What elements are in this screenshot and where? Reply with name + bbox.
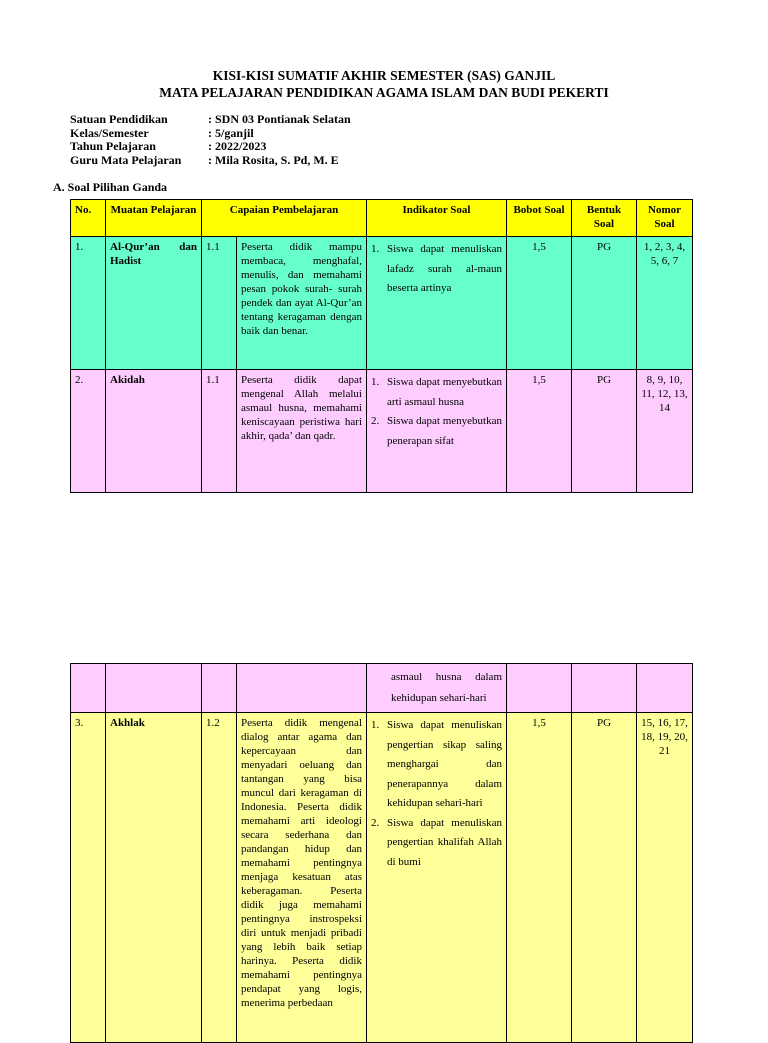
indikator-text: Siswa dapat menuliskan pengertian sikap saling menghargai dan penerapannya dalam kehidupan sehari-hari: [387, 719, 502, 809]
row-nomor: 1, 2, 3, 4, 5, 6, 7: [637, 237, 693, 370]
info-label: Guru Mata Pelajaran: [70, 152, 182, 167]
row-bobot: 1,5: [507, 713, 572, 1043]
row-capaian: Peserta didik mengenal dialog antar agama dan kepercayaan dan menyadari oeluang dan tantangan yang bisa muncul dari keragaman di Indonesia. Peserta didik memahami arti ideologi secara sederhana dan pandangan hidup dan memahami pentingnya menjaga kesatuan atas keberagaman. Peserta didik juga memahami pentingnya instrospeksi diri untuk menjadi pribadi yang lebih baik setiap harinya. Peserta didik memahami pentingnya pendapat yang logis, menerima perbedaan: [237, 713, 367, 1043]
header-bentuk: Bentuk Soal: [572, 200, 637, 237]
section-title: A. Soal Pilihan Ganda: [53, 180, 168, 194]
info-value: : 2022/2023: [208, 139, 267, 153]
info-value: : Mila Rosita, S. Pd, M. E: [208, 152, 339, 167]
info-label: Satuan Pendidikan: [70, 112, 168, 126]
header-muatan: Muatan Pelajaran: [106, 200, 202, 237]
empty-cell: [71, 664, 106, 713]
indikator-continuation-text: asmaul husna dalam kehidupan sehari-hari: [391, 671, 502, 704]
indikator-text: Siswa dapat menyebutkan arti asmaul husna: [387, 376, 502, 408]
indikator-item: [371, 716, 502, 814]
row-bobot: 1,5: [507, 237, 572, 370]
indikator-item: [371, 814, 502, 873]
indikator-number: 1.: [371, 376, 380, 388]
row-capaian: Peserta didik dapat mengenal Allah melalui asmaul husna, memahami keniscayaan peristiwa hari akhir, qada’ dan qadr.: [237, 370, 367, 493]
row-cp-code: 1.1: [202, 237, 237, 370]
row-no: 1.: [71, 237, 106, 370]
row-cp-code: 1.2: [202, 713, 237, 1043]
empty-cell: [106, 664, 202, 713]
row-bentuk: PG: [572, 713, 637, 1043]
info-row: [70, 140, 351, 154]
table-row: [71, 370, 693, 493]
info-row: [70, 154, 351, 168]
empty-cell: [202, 664, 237, 713]
row-indikator-continuation: [367, 664, 507, 713]
indikator-number: 1.: [371, 243, 380, 255]
info-value: : SDN 03 Pontianak Selatan: [208, 112, 351, 126]
indikator-item: [371, 240, 502, 299]
header-no: No.: [71, 200, 106, 237]
indikator-number: 2.: [371, 415, 380, 427]
document-info: [70, 113, 351, 167]
row-no: 2.: [71, 370, 106, 493]
row-indikator: [367, 713, 507, 1043]
row-bentuk: PG: [572, 237, 637, 370]
info-row: [70, 113, 351, 127]
header-nomor: Nomor Soal: [637, 200, 693, 237]
kisi-kisi-table: [70, 199, 693, 493]
empty-cell: [637, 664, 693, 713]
indikator-number: 1.: [371, 719, 380, 731]
row-bobot: 1,5: [507, 370, 572, 493]
empty-cell: [237, 664, 367, 713]
row-indikator: [367, 237, 507, 370]
row-capaian: Peserta didik mampu membaca, menghafal, menulis, dan memahami pesan pokok surah- surah pendek dan ayat Al-Qur’an tentang keragaman dengan baik dan benar.: [237, 237, 367, 370]
indikator-text: Siswa dapat menuliskan pengertian khalifah Allah di bumi: [387, 816, 502, 868]
row-muatan: Al-Qur’an dan Hadist: [106, 237, 202, 370]
row-nomor: 15, 16, 17, 18, 19, 20, 21: [637, 713, 693, 1043]
indikator-item: [371, 373, 502, 412]
info-row: [70, 127, 351, 141]
header-capaian: Capaian Pembelajaran: [202, 200, 367, 237]
table-row: [71, 237, 693, 370]
row-no: 3.: [71, 713, 106, 1043]
table-header-row: [71, 200, 693, 237]
indikator-text: Siswa dapat menyebutkan penerapan sifat: [387, 415, 502, 447]
table-row-continuation: [71, 664, 693, 713]
row-indikator: [367, 370, 507, 493]
info-label: Tahun Pelajaran: [70, 139, 156, 153]
empty-cell: [572, 664, 637, 713]
document-title: KISI-KISI SUMATIF AKHIR SEMESTER (SAS) GANJIL: [212, 68, 556, 83]
document-subtitle: MATA PELAJARAN PENDIDIKAN AGAMA ISLAM DAN BUDI PEKERTI: [159, 85, 609, 100]
indikator-text: Siswa dapat menuliskan lafadz surah al-maun beserta artinya: [387, 243, 502, 294]
header-bobot: Bobot Soal: [507, 200, 572, 237]
header-indikator: Indikator Soal: [367, 200, 507, 237]
table-row: [71, 713, 693, 1043]
empty-cell: [507, 664, 572, 713]
row-cp-code: 1.1: [202, 370, 237, 493]
info-value: : 5/ganjil: [208, 125, 254, 140]
row-muatan: Akidah: [106, 370, 202, 493]
row-nomor: 8, 9, 10, 11, 12, 13, 14: [637, 370, 693, 493]
indikator-number: 2.: [371, 816, 380, 829]
kisi-kisi-table-continued: [70, 663, 693, 1043]
indikator-item: [371, 412, 502, 451]
row-muatan: Akhlak: [106, 713, 202, 1043]
row-bentuk: PG: [572, 370, 637, 493]
info-label: Kelas/Semester: [70, 125, 149, 140]
